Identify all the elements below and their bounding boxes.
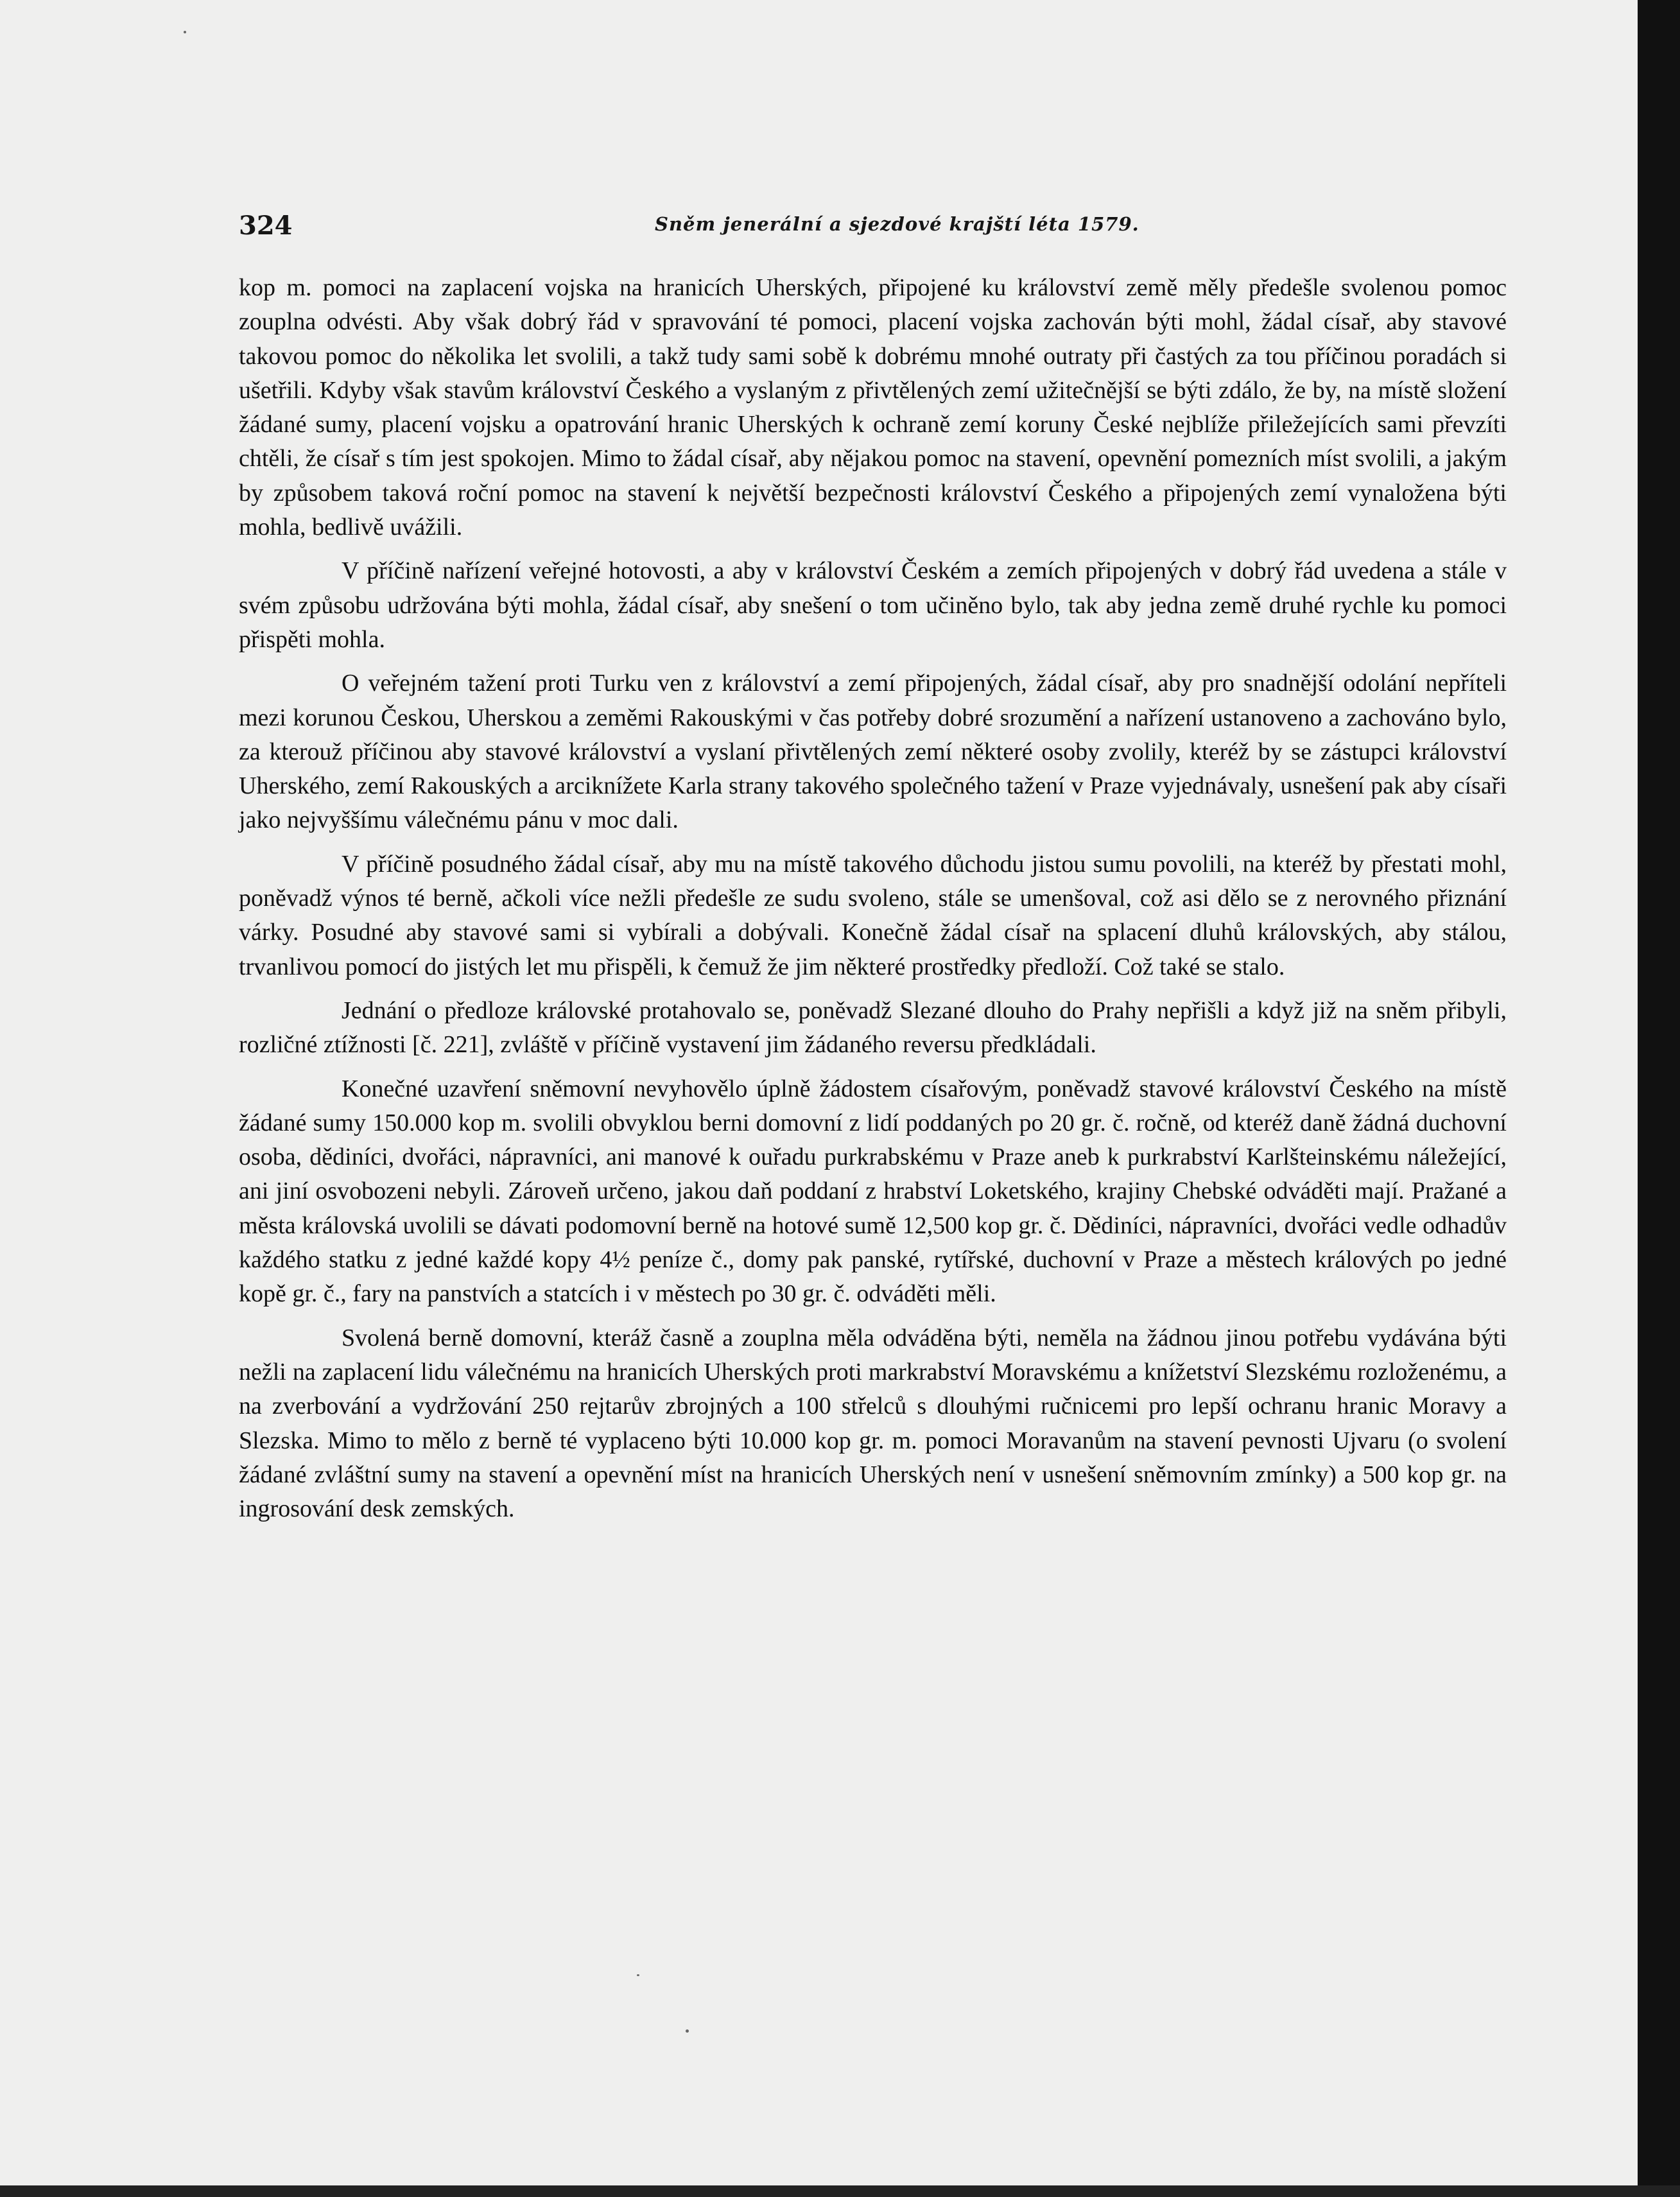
running-head: Sněm jenerální a sjezdové krajští léta 1579. bbox=[655, 213, 1139, 235]
paragraph: V příčině nařízení veřejné hotovosti, a aby v království Českém a zemích připojených v dobrý řád uvedena a stále v svém způsobu udržována býti mohla, žádal císař, aby snešení o tom učiněno bylo, tak aby jedna země druhé rychle ku pomoci přispěti mohla. bbox=[239, 557, 1507, 653]
scan-edge-right bbox=[1638, 0, 1680, 2197]
paragraph: kop m. pomoci na zaplacení vojska na hranicích Uherských, připojené ku království země měly předešle svolenou pomoc zouplna odvésti. Aby však dobrý řád v spravování té pomoci, placení vojska zachován býti mohl, žádal císař, aby stavové takovou pomoc do několika let svolili, a takž tudy sami sobě k dobrému mnohé outraty při častých za tou příčinou poradách si ušetřili. Kdyby však stavům království Českého a vyslaným z přivtělených zemí užitečnější se býti zdálo, že by, na místě složení žádané sumy, placení vojsku a opatrování hranic Uherských k ochraně zemí koruny České nejblíže přiležejících sami převzíti chtěli, že císař s tím jest spokojen. Mimo to žádal císař, aby nějakou pomoc na stavení, opevnění pomezních míst svolili, a jakým by způsobem taková roční pomoc na stavení k největší bezpečnosti království Českého a připojených zemí vynaložena býti mohla, bedlivě uvážili. bbox=[239, 274, 1507, 541]
scan-speck bbox=[686, 2029, 689, 2033]
scan-speck bbox=[637, 1974, 639, 1976]
page-header bbox=[239, 204, 1507, 243]
paragraph: V příčině posudného žádal císař, aby mu na místě takového důchodu jistou sumu povolili, na kteréž by přestati mohl, poněvadž výnos té berně, ačkoli více nežli předešle ze sudu svoleno, stále se umenšoval, což asi dělo se z nerovného přiznání várky. Posudné aby stavové sami si vybírali a dobývali. Konečně žádal císař na splacení dluhů královských, aby stálou, trvanlivou pomocí do jistých let mu přispěli, k čemuž že jim některé prostředky předloží. Což také se stalo. bbox=[239, 850, 1507, 980]
scan-edge-bottom bbox=[0, 2185, 1680, 2197]
page-number: 324 bbox=[239, 211, 293, 241]
paragraph: Svolená berně domovní, kteráž časně a zouplna měla odváděna býti, neměla na žádnou jinou potřebu vydávána býti nežli na zaplacení lidu válečnému na hranicích Uherských proti markrabství Moravskému a knížetství Slezskému rozloženému, a na zverbování a vydržování 250 rejtarův zbrojných a 100 střelců s dlouhými ručnicemi pro lepší ochranu hranic Moravy a Slezska. Mimo to mělo z berně té vyplaceno býti 10.000 kop gr. m. pomoci Moravanům na stavení pevnosti Ujvaru (o svolení žádané zvláštní sumy na stavení a opevnění míst na hranicích Uherských není v usnešení sněmovním zmínky) a 500 kop gr. na ingrosování desk zemských. bbox=[239, 1324, 1507, 1523]
paragraph: O veřejném tažení proti Turku ven z království a zemí připojených, žádal císař, aby pro snadnější odolání nepříteli mezi korunou Českou, Uherskou a zeměmi Rakouskými v čas potřeby dobré srozumění a nařízení ustanoveno a zachováno bylo, za kterouž příčinou aby stavové království a vyslaní přivtělených zemí některé osoby zvolily, kteréž by se zástupci království Uherského, zemí Rakouských a arciknížete Karla strany takového společného tažení v Praze vyjednávaly, usnešení pak aby císaři jako nejvyššímu válečnému pánu v moc dali. bbox=[239, 670, 1507, 834]
scan-speck bbox=[184, 31, 186, 33]
paragraph: Jednání o předloze královské protahovalo se, poněvadž Slezané dlouho do Prahy nepřišli a když již na sněm přibyli, rozličné ztížnosti [č. 221], zvláště v příčině vystavení jim žádaného reversu předkládali. bbox=[239, 996, 1507, 1059]
paragraph: Konečné uzavření sněmovní nevyhovělo úplně žádostem císařovým, poněvadž stavové království Českého na místě žádané sumy 150.000 kop m. svolili obvyklou berni domovní z lidí poddaných po 20 gr. č. ročně, od kteréž daně žádná duchovní osoba, dědiníci, dvořáci, nápravníci, ani manové k ouřadu purkrabskému v Praze aneb k purkrabství Karlšteinskému náležející, ani jiní osvobozeni nebyli. Zároveň určeno, jakou daň poddaní z hrabství Loketského, krajiny Chebské odváděti mají. Pražané a města královská uvolili se dávati podomovní berně na hotové sumě 12,500 kop gr. č. Dědiníci, nápravníci, dvořáci vedle odhadův každého statku z jedné každé kopy 4½ peníze č., domy pak panské, rytířské, duchovní v Praze a městech králových po jedné kopě gr. č., fary na panstvích a statcích i v městech po 30 gr. č. odváděti měli. bbox=[239, 1075, 1507, 1308]
body-text bbox=[239, 271, 1507, 1536]
